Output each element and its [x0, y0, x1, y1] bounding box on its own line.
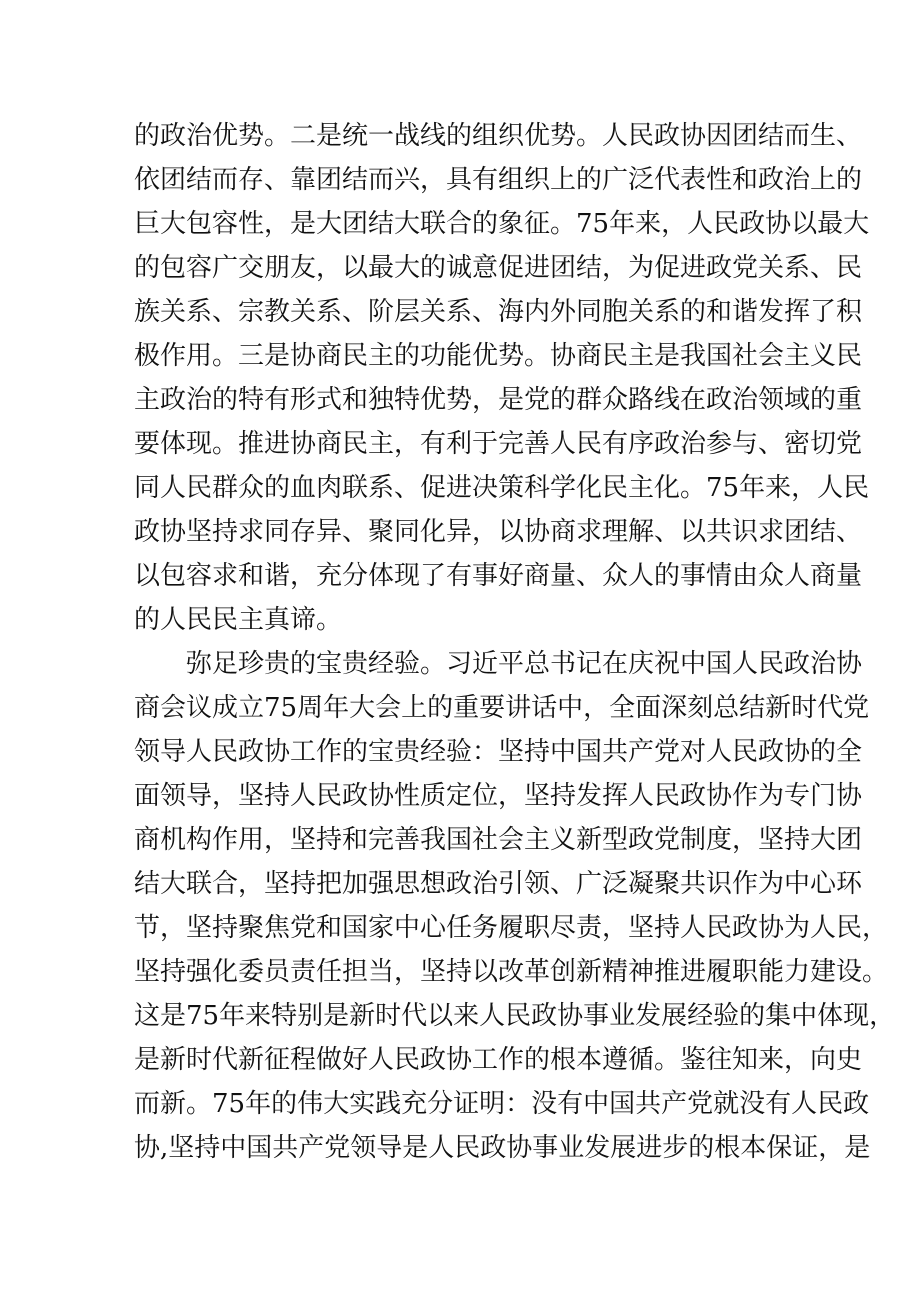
text-line: 领导人民政协工作的宝贵经验：坚持中国共产党对人民政协的全: [134, 737, 863, 767]
text-line: 依团结而存、靠团结而兴，具有组织上的广泛代表性和政治上的: [134, 165, 863, 195]
text-line: 族关系、宗教关系、阶层关系、海内外同胞关系的和谐发挥了积: [134, 297, 863, 327]
text-line: 极作用。三是协商民主的功能优势。协商民主是我国社会主义民: [134, 341, 863, 371]
text-line: 政协坚持求同存异、聚同化异，以协商求理解、以共识求团结、: [134, 517, 863, 547]
text-line: 而新。75年的伟大实践充分证明：没有中国共产党就没有人民政: [134, 1089, 870, 1119]
text-line: 主政治的特有形式和独特优势，是党的群众路线在政治领域的重: [134, 385, 863, 415]
text-line: 的人民民主真谛。: [134, 605, 343, 635]
text-line: 这是75年来特别是新时代以来人民政协事业发展经验的集中体现，: [134, 1001, 896, 1031]
text-line: 要体现。推进协商民主，有利于完善人民有序政治参与、密切党: [134, 429, 863, 459]
text-line: 同人民群众的血肉联系、促进决策科学化民主化。75年来，人民: [134, 473, 870, 503]
text-line: 商机构作用，坚持和完善我国社会主义新型政党制度，坚持大团: [134, 825, 863, 855]
text-line: 节，坚持聚焦党和国家中心任务履职尽责，坚持人民政协为人民，: [134, 913, 889, 943]
text-line: 坚持强化委员责任担当，坚持以改革创新精神推进履职能力建设。: [134, 957, 889, 987]
text-line: 面领导，坚持人民政协性质定位，坚持发挥人民政协作为专门协: [134, 781, 863, 811]
text-line: 的政治优势。二是统一战线的组织优势。人民政协因团结而生、: [134, 121, 863, 151]
text-line: 巨大包容性，是大团结大联合的象征。75年来，人民政协以最大: [134, 209, 870, 239]
text-line: 结大联合，坚持把加强思想政治引领、广泛凝聚共识作为中心环: [134, 869, 863, 899]
text-line: 协,坚持中国共产党领导是人民政协事业发展进步的根本保证，是: [134, 1133, 871, 1163]
text-line: 是新时代新征程做好人民政协工作的根本遵循。鉴往知来，向史: [134, 1045, 863, 1075]
text-line: 的包容广交朋友，以最大的诚意促进团结，为促进政党关系、民: [134, 253, 863, 283]
text-line: 商会议成立75周年大会上的重要讲话中，全面深刻总结新时代党: [134, 693, 870, 723]
text-line: 弥足珍贵的宝贵经验。习近平总书记在庆祝中国人民政治协: [186, 649, 863, 679]
text-line: 以包容求和谐，充分体现了有事好商量、众人的事情由众人商量: [134, 561, 863, 591]
